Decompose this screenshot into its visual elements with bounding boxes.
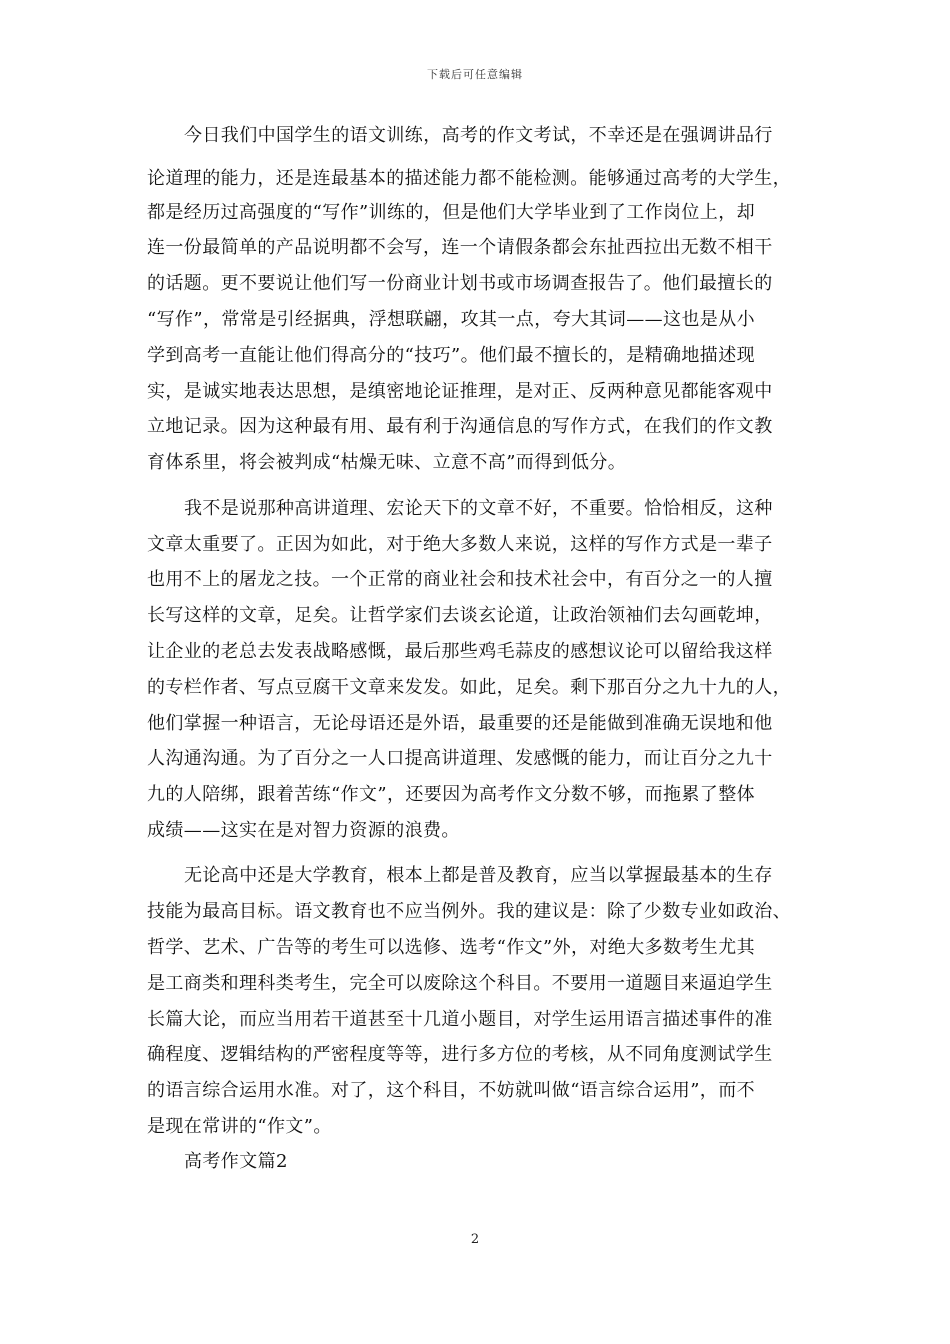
page-header: 下载后可任意编辑 (427, 68, 523, 81)
paragraph-2-line-8: 人沟通沟通。为了百分之一人口提高讲道理、发感慨的能力，而让百分之九十 (147, 748, 773, 769)
paragraph-2-line-5: 让企业的老总去发表战略感慨，最后那些鸡毛蒜皮的感想议论可以留给我这样 (147, 641, 773, 662)
paragraph-1-line-4: 连一份最简单的产品说明都不会写，连一个请假条都会东扯西拉出无数不相干 (147, 237, 773, 258)
paragraph-3-line-5: 长篇大论，而应当用若干道甚至十几道小题目，对学生运用语言描述事件的准 (147, 1009, 773, 1030)
paragraph-3-line-6: 确程度、逻辑结构的严密程度等等，进行多方位的考核，从不同角度测试学生 (147, 1044, 773, 1065)
paragraph-1-line-9: 立地记录。因为这种最有用、最有利于沟通信息的写作方式，在我们的作文教 (147, 416, 773, 437)
paragraph-3-line-7: 的语言综合运用水准。对了，这个科目，不妨就叫做“语言综合运用”，而不 (147, 1080, 756, 1101)
paragraph-2-line-2: 文章太重要了。正因为如此，对于绝大多数人来说，这样的写作方式是一辈子 (147, 534, 773, 555)
paragraph-2-line-9: 九的人陪绑，跟着苦练“作文”，还要因为高考作文分数不够，而拖累了整体 (147, 784, 756, 805)
paragraph-2-line-6: 的专栏作者、写点豆腐干文章来发发。如此，足矣。剩下那百分之九十九的人， (147, 677, 791, 698)
paragraph-2-line-4: 长写这样的文章，足矣。让哲学家们去谈玄论道，让政治领袖们去勾画乾坤， (147, 605, 773, 626)
paragraph-1-line-7: 学到高考一直能让他们得高分的“技巧”。他们最不擅长的，是精确地描述现 (147, 345, 756, 366)
paragraph-1-line-10: 育体系里，将会被判成“枯燥无味、立意不高”而得到低分。 (147, 452, 627, 473)
paragraph-2-line-3: 也用不上的屠龙之技。一个正常的商业社会和技术社会中，有百分之一的人擅 (147, 569, 773, 590)
paragraph-1-line-5: 的话题。更不要说让他们写一份商业计划书或市场调查报告了。他们最擅长的 (147, 273, 773, 294)
paragraph-1-line-2: 论道理的能力，还是连最基本的描述能力都不能检测。能够通过高考的大学生， (147, 168, 791, 189)
paragraph-3-line-3: 哲学、艺术、广告等的考生可以选修、选考“作文”外，对绝大多数考生尤其 (147, 937, 756, 958)
paragraph-3-line-2: 技能为最高目标。语文教育也不应当例外。我的建议是：除了少数专业如政治、 (147, 901, 791, 922)
paragraph-2-line-10: 成绩——这实在是对智力资源的浪费。 (147, 820, 460, 841)
section-heading: 高考作文篇2 (184, 1151, 288, 1172)
paragraph-2-line-1: 我不是说那种高讲道理、宏论天下的文章不好，不重要。恰恰相反，这种 (184, 498, 773, 519)
paragraph-1-line-6: “写作”，常常是引经据典，浮想联翩，攻其一点，夸大其词——这也是从小 (147, 309, 756, 330)
paragraph-1-line-8: 实，是诚实地表达思想，是缜密地论证推理，是对正、反两种意见都能客观中 (147, 381, 773, 402)
paragraph-3-line-8: 是现在常讲的“作文”。 (147, 1116, 332, 1137)
paragraph-1-line-3: 都是经历过高强度的“写作”训练的，但是他们大学毕业到了工作岗位上，却 (147, 202, 756, 223)
paragraph-3-line-4: 是工商类和理科类考生，完全可以废除这个科目。不要用一道题目来逼迫学生 (147, 973, 773, 994)
paragraph-2-line-7: 他们掌握一种语言，无论母语还是外语，最重要的还是能做到准确无误地和他 (147, 713, 773, 734)
paragraph-3-line-1: 无论高中还是大学教育，根本上都是普及教育，应当以掌握最基本的生存 (184, 865, 773, 886)
paragraph-1-line-1: 今日我们中国学生的语文训练，高考的作文考试，不幸还是在强调讲品行 (184, 125, 773, 146)
page-number: 2 (470, 1232, 480, 1247)
